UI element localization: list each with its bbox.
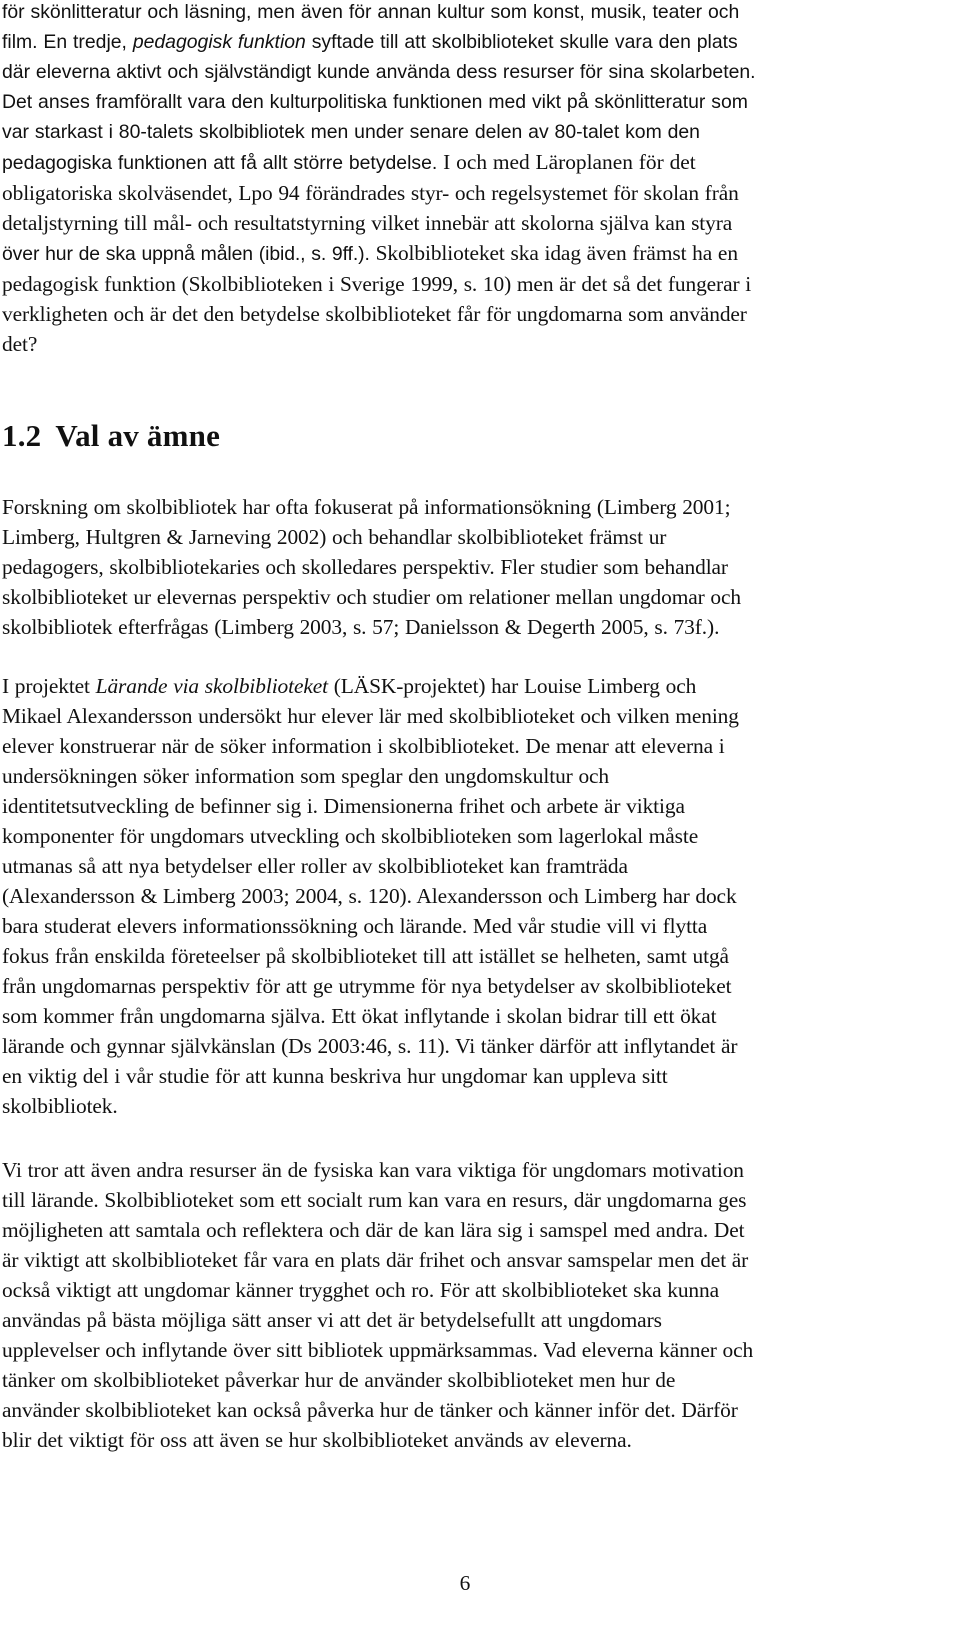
text-line: möjligheten att samtala och reflektera och där de kan lära sig i samspel med andra. Det — [2, 1218, 745, 1242]
text-line: Vi tror att även andra resurser än de fysiska kan vara viktiga för ungdomars motivation — [2, 1158, 744, 1182]
text-segment: Skolbiblioteket ska idag även främst ha en — [375, 241, 738, 265]
text-segment: I och med Läroplanen för det — [443, 150, 696, 174]
text-line — [2, 671, 739, 701]
emphasis-project-title: Lärande via skolbiblioteket — [95, 674, 329, 698]
text-line: också viktigt att ungdomar känner trygghet och ro. För att skolbiblioteket ska kunna — [2, 1278, 720, 1302]
text-line: skolbibliotek. — [2, 1094, 118, 1118]
text-line: utmanas så att nya betydelser eller roller av skolbiblioteket kan framträda — [2, 854, 628, 878]
text-line: skolbibliotek efterfrågas (Limberg 2003, s. 57; Danielsson & Degerth 2005, s. 73f.). — [2, 615, 720, 639]
text-line: undersökningen söker information som speglar den ungdomskultur och — [2, 764, 610, 788]
text-segment: I projektet — [2, 674, 96, 698]
text-line: bara studerat elevers informationssökning och lärande. Med vår studie vill vi flytta — [2, 914, 708, 938]
text-segment: över hur de ska uppnå målen (ibid., s. 9ff.). — [2, 243, 376, 265]
text-segment: syftade till att skolbiblioteket skulle vara den plats — [305, 31, 738, 53]
text-segment: (LÄSK-projektet) har Louise Limberg och — [328, 674, 697, 698]
text-line: för skönlitteratur och läsning, men även för annan kultur som konst, musik, teater och — [2, 1, 740, 23]
text-line: är viktigt att skolbiblioteket får vara en plats där frihet och ansvar samspelar men det är — [2, 1248, 749, 1272]
paragraph-resurser — [2, 1155, 753, 1455]
text-line: Mikael Alexandersson undersökt hur elever lär med skolbiblioteket och vilken mening — [2, 704, 739, 728]
section-title: Val av ämne — [55, 418, 221, 453]
text-line — [2, 238, 756, 269]
text-line: det? — [2, 332, 38, 356]
text-line: elever konstruerar när de söker information i skolbiblioteket. De menar att eleverna i — [2, 734, 725, 758]
text-line: till lärande. Skolbiblioteket som ett socialt rum kan vara en resurs, där ungdomarna ges — [2, 1188, 747, 1212]
text-line: fokus från enskilda företeelser på skolbiblioteket till att istället se helheten, samt utgå — [2, 944, 729, 968]
text-line — [2, 147, 756, 178]
emphasis-pedagogisk-funktion: pedagogisk funktion — [132, 31, 306, 53]
intro-serif-block — [2, 178, 756, 359]
section-number: 1.2 — [2, 418, 42, 453]
text-line: blir det viktigt för oss att även se hur skolbiblioteket används av eleverna. — [2, 1428, 632, 1452]
text-line: från ungdomarnas perspektiv för att ge utrymme för nya betydelser av skolbiblioteket — [2, 974, 732, 998]
text-line: upplevelser och inflytande över sitt bibliotek uppmärksammas. Vad eleverna känner och — [2, 1338, 754, 1362]
section-heading — [2, 416, 220, 456]
text-line: där eleverna aktivt och självständigt kunde använda dess resurser för sina skolarbeten. — [2, 61, 756, 83]
text-line: en viktig del i vår studie för att kunna beskriva hur ungdomar kan uppleva sitt — [2, 1064, 668, 1088]
text-line: pedagogisk funktion (Skolbiblioteken i Sverige 1999, s. 10) men är det så det fungerar i — [2, 272, 752, 296]
text-segment: film. En tredje, — [2, 31, 133, 53]
text-line: verkligheten och är det den betydelse skolbiblioteket får för ungdomarna som använder — [2, 302, 747, 326]
text-line: detaljstyrning till mål- och resultatstyrning vilket innebär att skolorna själva kan styra — [2, 211, 733, 235]
text-line: Forskning om skolbibliotek har ofta fokuserat på informationsökning (Limberg 2001; — [2, 495, 731, 519]
text-line: användas på bästa möjliga sätt anser vi att det är betydelsefullt att ungdomars — [2, 1308, 662, 1332]
paragraph-forskning — [2, 492, 741, 642]
text-line: använder skolbiblioteket kan också påverka hur de tänker och känner inför det. Därför — [2, 1398, 738, 1422]
paragraph-lask-projektet — [2, 671, 739, 1121]
text-line: obligatoriska skolväsendet, Lpo 94 förändrades styr- och regelsystemet för skolan från — [2, 181, 739, 205]
text-line: som kommer från ungdomarna själva. Ett ökat inflytande i skolan bidrar till ett ökat — [2, 1004, 717, 1028]
text-line — [2, 27, 756, 57]
text-line: tänker om skolbiblioteket påverkar hur de använder skolbiblioteket men hur de — [2, 1368, 676, 1392]
text-line: skolbiblioteket ur elevernas perspektiv och studier om relationer mellan ungdomar och — [2, 585, 742, 609]
text-line: var starkast i 80-talets skolbibliotek men under senare delen av 80-talet kom den — [2, 121, 700, 143]
text-line: (Alexandersson & Limberg 2003; 2004, s. 120). Alexandersson och Limberg har dock — [2, 884, 737, 908]
page-number: 6 — [459, 1571, 471, 1595]
text-line: pedagogers, skolbibliotekaries och skolledares perspektiv. Fler studier som behandlar — [2, 555, 728, 579]
text-line: Det anses framförallt vara den kulturpolitiska funktionen med vikt på skönlitteratur som — [2, 91, 748, 113]
intro-sans-block — [2, 0, 756, 178]
text-line: lärande och gynnar självkänslan (Ds 2003:46, s. 11). Vi tänker därför att inflytandet är — [2, 1034, 738, 1058]
paragraph-intro — [2, 0, 756, 359]
text-line: identitetsutveckling de befinner sig i. Dimensionerna frihet och arbete är viktiga — [2, 794, 685, 818]
text-line: Limberg, Hultgren & Jarneving 2002) och behandlar skolbiblioteket främst ur — [2, 525, 667, 549]
text-segment: pedagogiska funktionen att få allt större betydelse. — [2, 152, 444, 174]
text-line: komponenter för ungdomars utveckling och skolbiblioteken som lagerlokal måste — [2, 824, 699, 848]
